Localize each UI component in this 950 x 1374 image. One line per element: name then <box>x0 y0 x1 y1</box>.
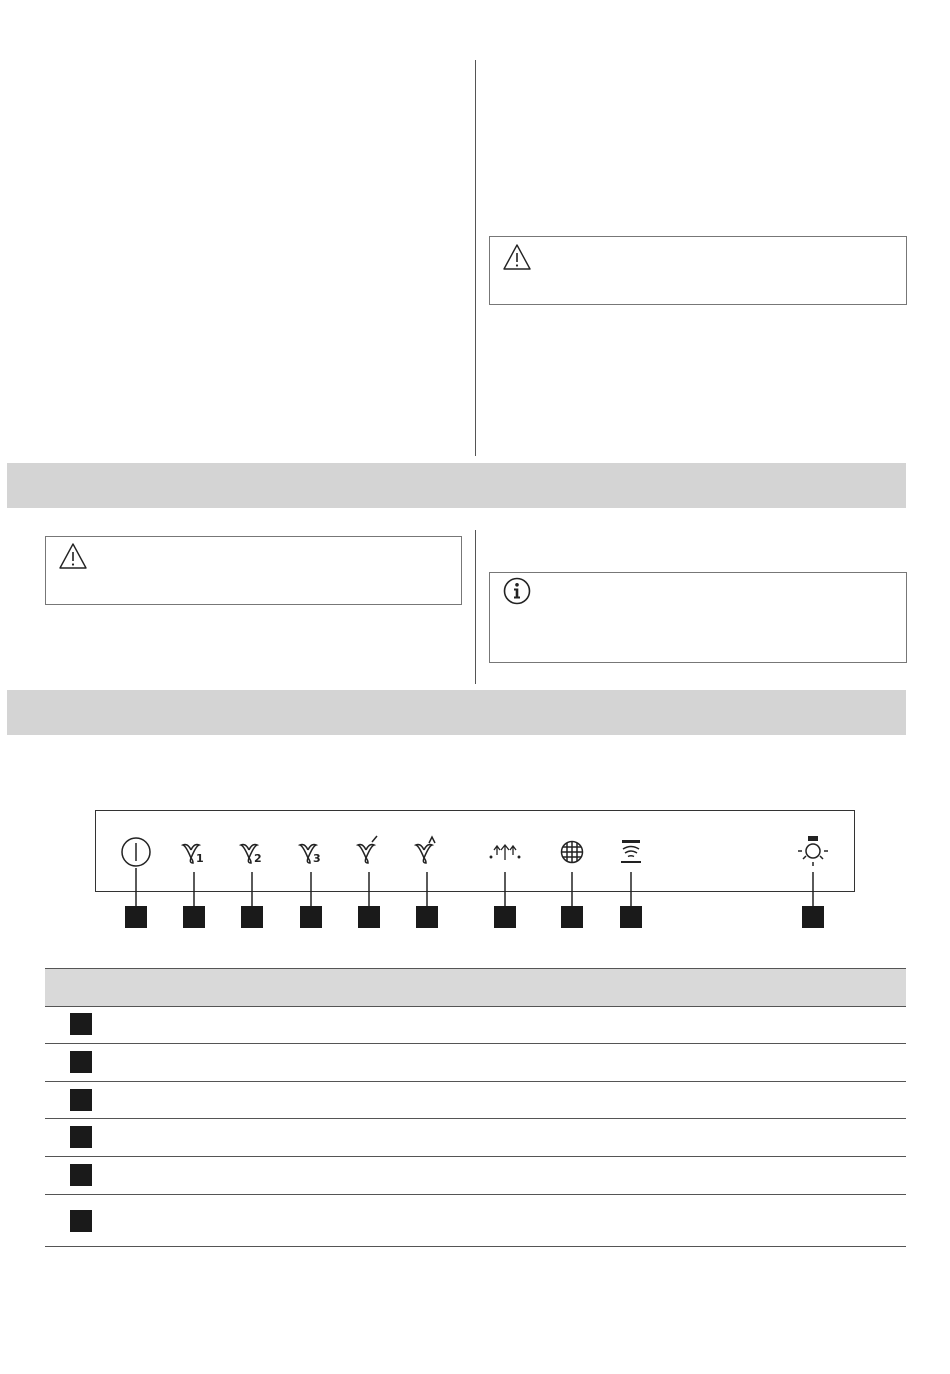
power-icon <box>122 838 150 866</box>
light-icon <box>798 836 828 866</box>
section-header-band-2 <box>7 690 906 735</box>
callout-marker <box>561 906 583 928</box>
warning-triangle-icon <box>58 542 88 570</box>
speed-2-digit: 2 <box>254 852 262 865</box>
callout-marker <box>802 906 824 928</box>
callout-marker <box>241 906 263 928</box>
table-row-divider <box>45 1194 906 1195</box>
callout-marker <box>620 906 642 928</box>
table-row-marker <box>70 1164 92 1186</box>
table-row-marker <box>70 1210 92 1232</box>
section-header-band-1 <box>7 463 906 508</box>
filter-grid-icon <box>562 842 583 863</box>
column-divider-top <box>475 60 476 456</box>
hob-to-hood-icon <box>621 840 641 862</box>
warning-note-right <box>489 236 907 305</box>
fan-breeze-icon <box>358 836 377 863</box>
table-row-divider <box>45 1043 906 1044</box>
auto-mode-icon <box>490 845 520 860</box>
table-row-divider <box>45 1156 906 1157</box>
column-divider-middle <box>475 530 476 684</box>
info-note <box>489 572 907 663</box>
callout-marker <box>416 906 438 928</box>
callout-marker <box>494 906 516 928</box>
table-row-divider <box>45 1081 906 1082</box>
table-header <box>45 968 906 1007</box>
fan-boost-icon <box>416 837 435 863</box>
callout-marker <box>125 906 147 928</box>
table-bottom-rule <box>45 1246 906 1247</box>
warning-note-left <box>45 536 462 605</box>
table-row-marker <box>70 1089 92 1111</box>
table-row-marker <box>70 1051 92 1073</box>
table-row-divider <box>45 1118 906 1119</box>
speed-3-digit: 3 <box>313 852 321 865</box>
callout-marker <box>300 906 322 928</box>
table-row-marker <box>70 1126 92 1148</box>
callout-marker <box>358 906 380 928</box>
warning-triangle-icon <box>502 243 532 271</box>
speed-1-digit: 1 <box>196 852 204 865</box>
table-row-marker <box>70 1013 92 1035</box>
info-icon <box>502 576 532 606</box>
callout-marker <box>183 906 205 928</box>
